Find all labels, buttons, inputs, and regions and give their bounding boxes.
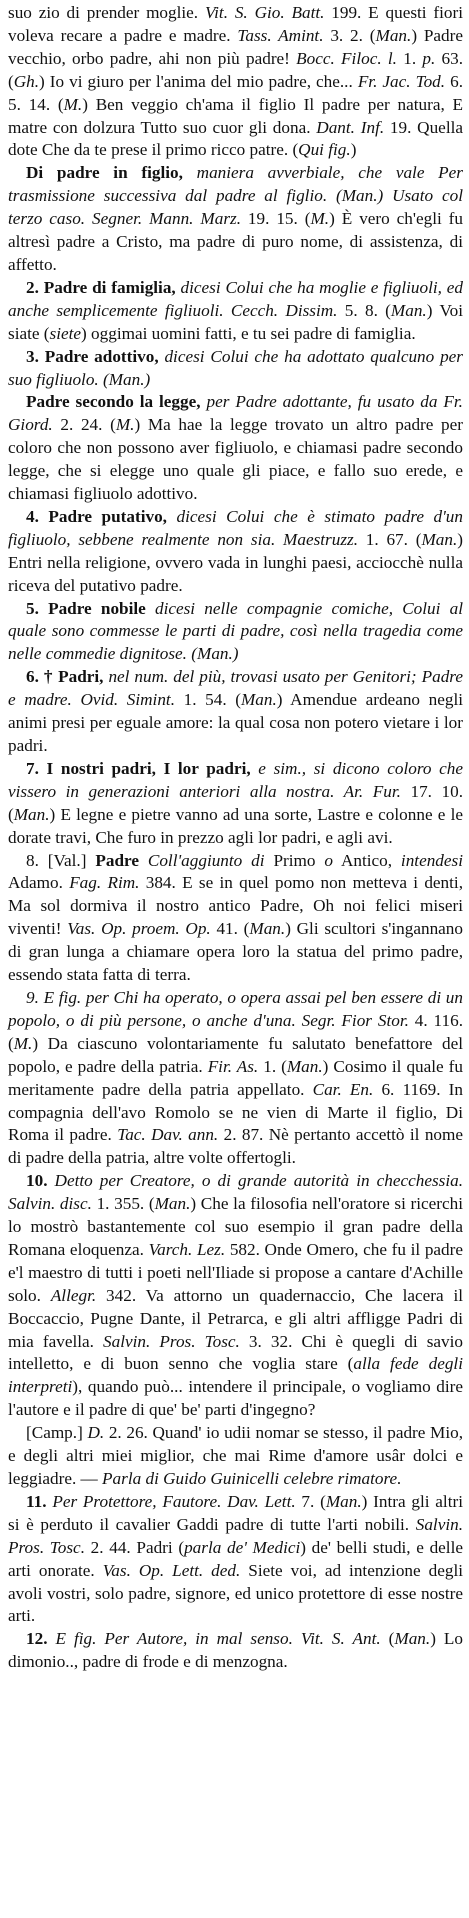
text-run: ) Che la filosofia nell'oratore si ricerchi lo mostrò bastantemente col suo esempio il gran padre della Romana eloquenza.	[8, 1194, 463, 1259]
text-run: ) Amendue ardeano negli animi presi per eguale amore: la qual cosa non potero vietare i lor padri.	[8, 690, 463, 755]
text-run: siete	[49, 323, 82, 343]
text-run: Di padre in figlio,	[26, 163, 183, 183]
text-run: 582. Onde Omero, che fu il padre e'l maestro di tutti i poeti nell'Iliade si propose a cantare d'Achille solo.	[8, 1239, 463, 1305]
text-run: M.	[310, 209, 330, 229]
text-run: Antico,	[332, 850, 401, 870]
text-run: Tass. Amint.	[237, 25, 324, 45]
text-run: e sim., si dicono coloro che vissero in generazioni anteriori alla nostra. Ar. Fur.	[8, 758, 463, 801]
text-run: M.	[63, 94, 83, 114]
text-run: 3. Padre adottivo,	[26, 346, 159, 366]
text-run: 6. 1169. In compagnia dell'avo Romolo se ne vien di Marte il figlio, Di Roma il padre.	[8, 1079, 463, 1145]
text-run: )	[350, 140, 357, 160]
text-run: Man.	[13, 804, 50, 824]
text-run: Man.	[249, 919, 286, 939]
text-run: alla fede degli interpreti	[8, 1354, 463, 1397]
text-run: Salvin. Pros. Tosc.	[8, 1514, 463, 1557]
text-run: nel num. del più, trovasi usato per Genitori; Padre e madre. Ovid. Simint.	[8, 667, 463, 710]
text-run: ), quando può... intendere il principale, o vogliamo dire l'autore e il padre di que' be' parti d'ingegno?	[8, 1377, 463, 1420]
text-run: 12.	[26, 1629, 48, 1649]
text-run: D.	[87, 1423, 105, 1443]
entry-creatore-autorita	[8, 1170, 463, 1422]
text-run: intendesi	[400, 850, 463, 870]
text-run: ) Entri nella religione, ovvero vada in lunghi paesi, acciocchè nulla riceva del putativo padre.	[8, 529, 463, 595]
text-run: Dant. Inf.	[316, 117, 385, 137]
entry-padre-nobile	[8, 598, 463, 667]
text-run: 9. E fig. per Chi ha operato, o opera assai pel ben essere di un popolo, o di più persone, o anche d'una. Segr. Fior Stor.	[8, 987, 463, 1030]
text-run: Man.	[240, 690, 277, 710]
text-run: Allegr.	[50, 1285, 97, 1305]
text-run: 63. (	[8, 48, 464, 91]
text-run: Parla di Guido Guinicelli celebre rimatore.	[102, 1469, 402, 1488]
text-run: 2. Padre di famiglia,	[26, 277, 176, 297]
text-run: 6. 5. 14. (	[8, 71, 463, 114]
text-run: Vas. Op. proem. Op.	[67, 919, 211, 939]
text-run: per Padre adottante, fu usato da Fr. Giord.	[8, 392, 463, 435]
text-run: 1. (	[258, 1056, 287, 1076]
text-run: ) Gli scultori s'ingannano di gran lunga a chiamare opera loro la statua del primo padre, essendo stata fatta di terra.	[8, 919, 463, 985]
text-run: Vas. Op. Lett. ded.	[102, 1560, 241, 1580]
text-run: ) Voi siate (	[8, 300, 464, 343]
entry-padre-primo-antico	[8, 850, 463, 987]
text-run: Man.	[375, 25, 412, 45]
text-run: 3. 32. Chi è quegli di savio intelletto, e di buon senno che voglia stare (	[8, 1331, 463, 1374]
text-run: M.	[13, 1033, 33, 1053]
text-run: p.	[422, 48, 436, 68]
text-run: Detto per Creatore, o di grande autorità in checchessia. Salvin. disc.	[8, 1171, 463, 1214]
text-run: 8. [Val.]	[26, 850, 96, 870]
text-run: ) oggimai uomini fatti, e tu sei padre di famiglia.	[81, 323, 416, 343]
text-run: 19. 15. (	[241, 209, 311, 229]
text-run: Tac. Dav. ann.	[117, 1125, 219, 1145]
text-run: 41. (	[210, 919, 250, 939]
text-run: 4. Padre putativo,	[26, 506, 167, 526]
text-run: dicesi Colui che è stimato padre d'un figliuolo, sebbene realmente non sia. Maestruzz.	[8, 506, 463, 549]
text-run: Man.	[390, 300, 427, 320]
text-run: 2. 44. Padri (	[85, 1537, 185, 1557]
text-run: 3. 2. (	[323, 25, 376, 45]
entry-protettore	[8, 1491, 463, 1628]
text-run: 2. 26. Quand' io udii nomar se stesso, il padre Mio, e degli altri miei miglior, che mai Rime d'amore usâr dolci e leggiadre. —	[8, 1423, 463, 1488]
text-run: dicesi Colui che ha moglie e figliuoli, ed anche semplicemente figliuoli. Cecch. Dissim.	[8, 277, 463, 320]
text-run: ) de' belli studi, e delle arti onorate.	[8, 1537, 463, 1580]
entry-padre-adottivo	[8, 346, 463, 392]
text-run: o	[324, 850, 333, 870]
text-run: dicesi nelle compagnie comiche, Colui al quale sono commesse le parti di padre, così nella tragedia come nelle commedie dignitose. (Man.)	[8, 598, 463, 664]
text-run: M.	[115, 415, 135, 435]
text-run: Padre	[95, 850, 139, 870]
text-run: Car. En.	[312, 1079, 374, 1099]
text-run: 7. I nostri padri, I lor padri,	[26, 758, 251, 778]
text-run: parla de' Medici	[184, 1537, 301, 1557]
entry-padre-di-famiglia	[8, 277, 463, 346]
text-run: 1. 67. (	[358, 529, 422, 549]
entry-padre-putativo	[8, 506, 463, 598]
text-run: ) Ben veggio ch'ama il figlio Il padre per natura, E matre con dolzura Tutto suo cuor gli dona.	[8, 94, 463, 137]
text-run: Vit. S. Gio. Batt.	[204, 3, 325, 22]
text-run: Bocc. Filoc. l.	[296, 48, 397, 68]
text-run: Fr. Jac. Tod.	[357, 71, 446, 91]
text-run: 4. 116. (	[8, 1010, 463, 1053]
text-run: Gh.	[13, 71, 40, 91]
text-run: 342. Va attorno un quadernaccio, Che lacera il Boccaccio, Pugne Dante, il Petrarca, e gli altri affligge Padri di mia favella.	[8, 1285, 463, 1351]
text-run: ) Io vi giuro per l'anima del mio padre, che...	[39, 71, 358, 91]
text-run: ) È vero ch'egli fu altresì padre a Cristo, ma padre di puro nome, di assistenza, di affetto.	[8, 209, 463, 274]
text-run: 7. (	[295, 1491, 326, 1511]
text-run: Fag. Rim.	[69, 873, 140, 893]
text-run: ) E legne e pietre vanno ad una sorte, Lastre e colonne e le dorate travi, Che furo in prezzo agli lor padri, e agli avi.	[8, 804, 463, 847]
text-run: 1. 54. (	[175, 690, 241, 710]
text-run: 10.	[26, 1171, 48, 1191]
text-run: Man.	[286, 1056, 323, 1076]
text-run: 199. E questi fiori voleva recare a padre e madre.	[8, 3, 463, 45]
text-run: E fig. Per Autore, in mal senso. Vit. S. Ant.	[47, 1629, 381, 1649]
text-run: Man.	[421, 529, 458, 549]
text-run: ) Ma hae la legge trovato un altro padre per coloro che non possono aver figliuolo, e chiamasi padre secondo legge, che si elegge uno quale gli piace, e fallo suo erede, e chiamasi figliuolo adottivo.	[8, 415, 463, 504]
text-run: maniera avverbiale, che vale Per trasmissione successiva dal padre al figlio. (Man.) Usato col terzo caso. Segner. Mann. Marz.	[8, 163, 463, 229]
text-run: 2. 24. (	[52, 415, 116, 435]
text-run: 17. 10. (	[8, 781, 463, 824]
text-run: Padre secondo la legge,	[26, 392, 201, 412]
text-run: Per Protettore, Fautore. Dav. Lett.	[46, 1491, 296, 1511]
text-run: suo zio di prender moglie.	[8, 3, 205, 22]
entry-padri-plural	[8, 666, 463, 758]
entry-continuation	[8, 2, 463, 162]
entry-camp-dante	[8, 1422, 463, 1491]
text-run: Man.	[325, 1491, 362, 1511]
text-run: (	[380, 1629, 395, 1649]
text-run: Siete voi, ad intenzione degli avoli vostri, solo padre, signore, ed unico protettore di esse nostre arti.	[8, 1560, 463, 1626]
entry-fig-benefattore	[8, 987, 463, 1170]
text-run: ) Intra gli altri si è perduto il cavalier Gaddi padre di tutte l'arti nobili.	[8, 1491, 463, 1534]
text-run: ) Padre vecchio, orbo padre, ahi non più padre!	[8, 25, 463, 68]
text-run: Fir. As.	[207, 1056, 259, 1076]
text-run: Qui fig.	[298, 140, 351, 160]
text-run: Coll'aggiunto di	[138, 850, 265, 870]
text-run: Adamo.	[8, 873, 70, 893]
entry-padre-secondo-la-legge	[8, 391, 463, 506]
text-run: dicesi Colui che ha adottato qualcuno per suo figliuolo. (Man.)	[8, 346, 463, 389]
text-run: 2. 87. Nè pertanto accettò il nome di padre della patria, altre volte offertogli.	[8, 1125, 464, 1168]
entry-nostri-padri	[8, 758, 463, 850]
text-run: [Camp.]	[26, 1423, 88, 1443]
text-run: Primo	[264, 850, 325, 870]
entry-di-padre-in-figlio	[8, 162, 463, 277]
text-run: ) Lo dimonio.., padre di frode e di menzogna.	[8, 1629, 463, 1672]
text-run: 1.	[396, 48, 423, 68]
text-run: 6. † Padri,	[26, 667, 104, 687]
text-run: ) Cosimo il quale fu meritamente padre della patria appellato.	[8, 1056, 463, 1099]
text-run: 11.	[26, 1491, 47, 1511]
text-run: 384. E se in quel pomo non metteva i denti, Ma sol dormiva il nostro antico Padre, Oh noi felici miseri viventi!	[8, 873, 463, 939]
text-run: 1. 355. (	[91, 1194, 155, 1214]
text-run: ) Da ciascuno volontariamente fu salutato benefattore del popolo, e padre della patria.	[8, 1033, 463, 1076]
text-run: Salvin. Pros. Tosc.	[103, 1331, 240, 1351]
text-run: Man.	[394, 1629, 431, 1649]
entry-autore-mal-senso	[8, 1628, 463, 1674]
text-run: 5. 8. (	[337, 300, 391, 320]
text-run: 5. Padre nobile	[26, 598, 146, 618]
text-run: Man.	[154, 1194, 191, 1214]
text-run: 19. Quella dote Che da te prese il primo ricco patre. (	[8, 117, 463, 160]
text-run: Varch. Lez.	[148, 1239, 226, 1259]
